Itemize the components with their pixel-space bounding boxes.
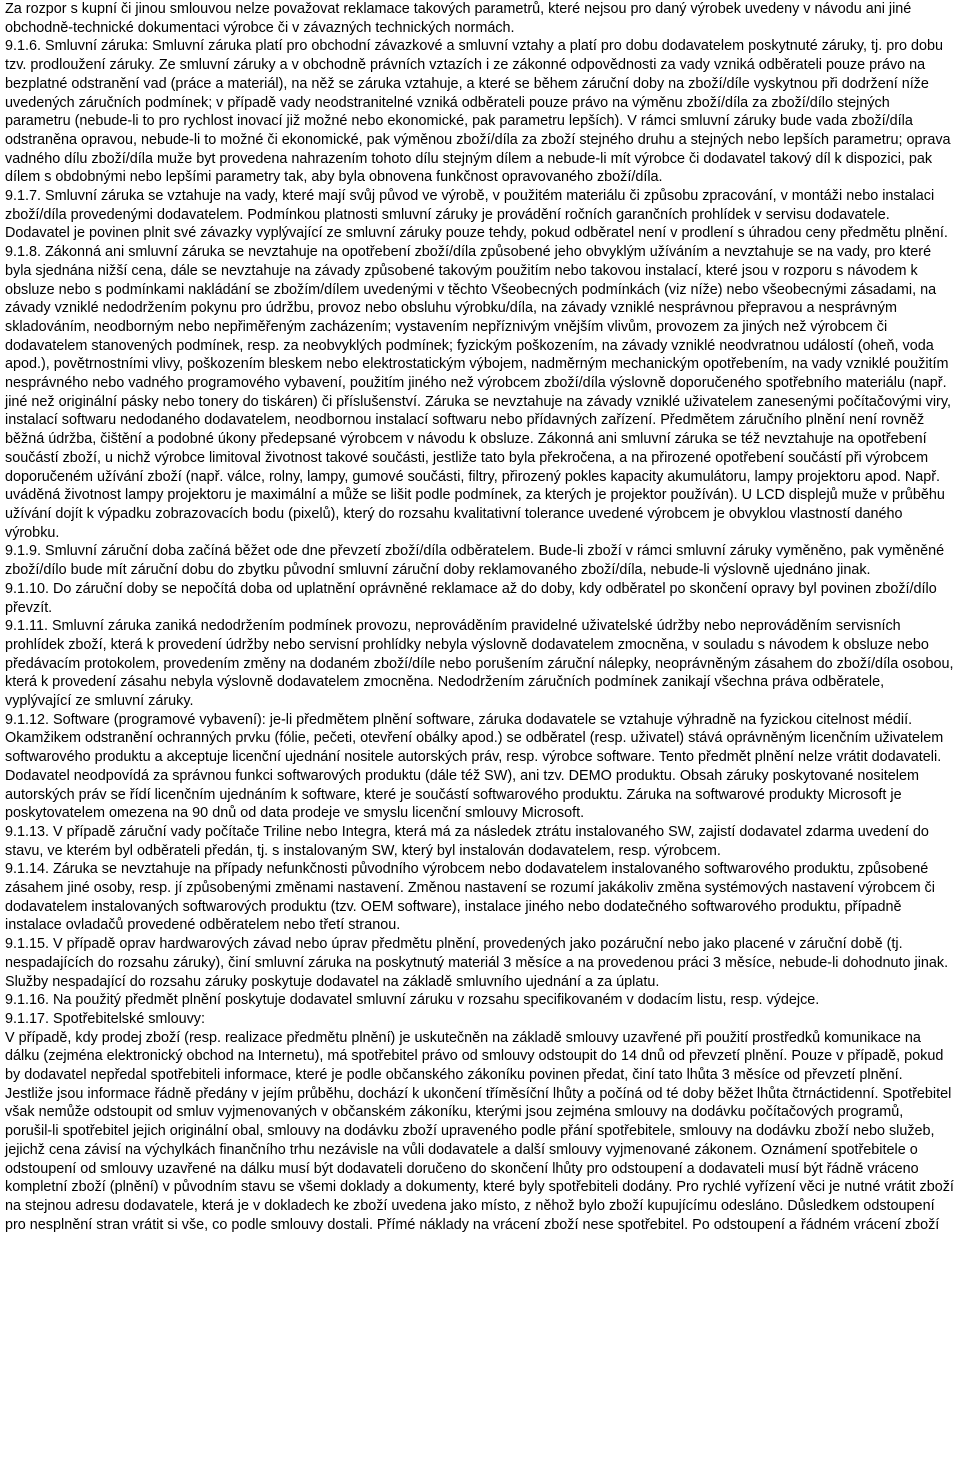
- consumer-contracts-paragraph: V případě, kdy prodej zboží (resp. realizace předmětu plnění) je uskutečněn na základě smlouvy uzavřené při použití prostředků komunikace na dálku (zejména elektronický obchod na Internetu), má spotřebitel právo od smlouvy odstoupit do 14 dnů od převzetí plnění. Pouze v případě, pokud by dodavatel nepředal spotřebiteli informace, které je podle občanského zákoníku povinen předat, činí tato lhůta 3 měsíce od převzetí plnění. Jestliže jsou informace řádně předány v jejím průběhu, dochází k ukončení tříměsíční lhůty a počíná od té doby běžet lhůta čtrnáctidenní. Spotřebitel však nemůže odstoupit od smluv vyjmenovaných v občanském zákoníku, kterými jsou zejména smlouvy na dodávku počítačových programů, porušil-li spotřebitel jejich originální obal, smlouvy na dodávku zboží upraveného podle přání spotřebitele, smlouvy na dodávku zboží nebo služeb, jejichž cena závisí na výchylkách finančního trhu nezávisle na vůli dodavatele a další smlouvy vyjmenované zákonem. Oznámení spotřebitele o odstoupení od smlouvy uzavřené na dálku musí být dodavateli doručeno do skončení lhůty pro odstoupení a dodavateli musí být řádně vráceno kompletní zboží (plnění) v původním stavu se všemi doklady a dokumenty, které byly spotřebiteli dodány. Pro rychlé vyřízení věci je nutné vrátit zboží na stejnou adresu dodavatele, která je v dokladech ke zboží uvedena jako místo, z něhož bylo zboží kupujícímu odesláno. Důsledkem odstoupení pro nesplnění stran vrátit si vše, co podle smlouvy dostali. Přímé náklady na vrácení zboží nese spotřebitel. Po odstoupení a řádném vrácení zboží: [5, 1029, 954, 1233]
- clause-9-1-9: 9.1.9. Smluvní záruční doba začíná běžet ode dne převzetí zboží/díla odběratelem. Bude-li zboží v rámci smluvní záruky vyměněno, pak vyměněné zboží/dílo bude mít záruční dobu do zbytku původní smluvní záruční doby reklamovaného zboží/díla, nebude-li výslovně ujednáno jinak.: [5, 543, 945, 579]
- clause-9-1-13: 9.1.13. V případě záruční vady počítače Triline nebo Integra, která má za následek ztrátu instalovaného SW, zajistí dodavatel zdarma uvedení do stavu, ve kterém byl odběrateli předán, tj. s instalovaným SW, který byl instalován dodavatelem, resp. výrobcem.: [5, 823, 929, 859]
- clause-9-1-11: 9.1.11. Smluvní záruka zaniká nedodržením podmínek provozu, neprováděním pravidelné uživatelské údržby nebo neprováděním servisních prohlídek zboží, která k provedení údržby nebo servisní prohlídky nebyla výslovně dodavatelem zmocněna, v souladu s návodem k obsluze nebo předávacím protokolem, provedením změny na dodaném zboží/díle nebo porušením záruční nálepky, neoprávněným zásahem do zboží/díla osobou, která k provedení zásahu nebyla výslovně dodavatelem zmocněna. Nedodržením záručních podmínek zanikají všechna práva odběratele, vyplývající ze smluvní záruky.: [5, 618, 954, 710]
- clause-9-1-15: 9.1.15. V případě oprav hardwarových závad nebo úprav předmětu plnění, provedených jako pozáruční nebo jako placené v záruční době (tj. nespadajících do rozsahu záruky), činí smluvní záruka na poskytnutý materiál 3 měsíce a na provedenou práci 3 měsíce, nebude-li dohodnuto jinak. Služby nespadající do rozsahu záruky poskytuje dodavatel na základě smluvního ujednání a za úplatu.: [5, 936, 949, 990]
- clause-9-1-17-heading: 9.1.17. Spotřebitelské smlouvy:: [5, 1010, 205, 1027]
- clause-9-1-16: 9.1.16. Na použitý předmět plnění poskytuje dodavatel smluvní záruku v rozsahu specifikovaném v dodacím listu, resp. výdejce.: [5, 992, 820, 1009]
- clause-9-1-14: 9.1.14. Záruka se nevztahuje na případy nefunkčnosti původního výrobcem nebo dodavatelem instalovaného softwarového produktu, způsobené zásahem jiné osoby, resp. jí způsobenými změnami nastavení. Změnou nastavení se rozumí jakákoliv změna systémových nastavení výrobcem či dodavatelem instalovaných softwarových produktu (tzv. OEM software), instalace jiného nebo dodatečného softwarového produktu, případně instalace ovladačů provedené odběratelem nebo třetí stranou.: [5, 861, 935, 934]
- clause-9-1-7: 9.1.7. Smluvní záruka se vztahuje na vady, které mají svůj původ ve výrobě, v použitém materiálu či způsobu zpracování, v montáži nebo instalaci zboží/díla provedenými dodavatelem. Podmínkou platnosti smluvní záruky je provádění ročních garančních prohlídek v servisu dodavatele. Dodavatel je povinen plnit své závazky vyplývající ze smluvní záruky pouze tehdy, pokud odběratel není v prodlení s úhradou ceny předmětu plnění.: [5, 188, 948, 242]
- clause-9-1-6: 9.1.6. Smluvní záruka: Smluvní záruka platí pro obchodní závazkové a smluvní vztahy a platí pro dobu dodavatelem poskytnuté záruky, tj. pro dobu tzv. prodloužení záruky. Ze smluvní záruky a v obchodně právních vztazích i ze zákonné odpovědnosti za vady vzniká odběrateli pouze právo na bezplatné odstranění vad (práce a materiál), na něž se záruka vztahuje, a které se během záruční doby na zboží/díle vyskytnou při dodržení níže uvedených záručních podmínek; v případě vady neodstranitelné vzniká odběrateli pouze právo na výměnu zboží/díla za zboží/dílo stejných parametru (nebude-li to pro rychlost inovací již možné nebo ekonomické, pak parametru lepších). V rámci smluvní záruky bude vada zboží/díla odstraněna opravou, nebude-li to možné či ekonomické, pak výměnou zboží/díla za zboží stejného druhu a stejných nebo lepších parametru; oprava vadného dílu zboží/díla muže byt provedena nahrazením tohoto dílu stejným dílem a nebude-li mít výrobce či dodavatel takový díl k dispozici, pak dílem s obdobnými nebo lepšími parametry tak, aby byla obnovena funkčnost opravovaného zboží/díla.: [5, 38, 951, 186]
- clause-9-1-10: 9.1.10. Do záruční doby se nepočítá doba od uplatnění oprávněné reklamace až do doby, kdy odběratel po skončení opravy byl povinen zboží/dílo převzít.: [5, 580, 937, 616]
- clause-9-1-12: 9.1.12. Software (programové vybavení): je-li předmětem plnění software, záruka dodavatele se vztahuje výhradně na fyzickou citelnost médií. Okamžikem odstranění ochranných prvku (fólie, pečeti, otevření obálky apod.) se odběratel (resp. uživatel) stává oprávněným licenčním uživatelem softwarového produktu a akceptuje licenční ujednání nositele autorských práv, resp. výrobce software. Tento předmět plnění nelze vrátit dodavateli. Dodavatel neodpovídá za správnou funkci softwarových produktu (dále též SW), ani tzv. DEMO produktu. Obsah záruky poskytované nositelem autorských práv se řídí licenčním ujednáním k software, které je součástí softwarového produktu. Záruka na softwarové produkty Microsoft je poskytovatelem omezena na 90 dnů od data prodeje ve smyslu licenční smlouvy Microsoft.: [5, 711, 944, 822]
- intro-paragraph: Za rozpor s kupní či jinou smlouvou nelze považovat reklamace takových parametrů, které nejsou pro daný výrobek uvedeny v návodu ani jiné obchodně-technické dokumentaci výrobce či v závazných technických normách.: [5, 1, 912, 36]
- clause-9-1-8: 9.1.8. Zákonná ani smluvní záruka se nevztahuje na opotřebení zboží/díla způsobené jeho obvyklým užíváním a nevztahuje se na vady, pro které byla sjednána nižší cena, dále se nevztahuje na závady způsobené takovým použitím nebo takovou instalací, které jsou v rozporu s návodem k obsluze nebo s podmínkami nakládání se zbožím/dílem uvedenými v těchto Všeobecných podmínkách (viz níže) nebo všeobecnými zásadami, na závady vzniklé nedodržením pokynu pro údržbu, provoz nebo obsluhu výrobku/díla, na závady vzniklé nesprávnou přepravou a nesprávným skladováním, neodborným nebo nepřiměřeným zacházením; vystavením nepříznivým vnějším vlivům, provozem za jiných než výrobcem či dodavatelem stanovených podmínek, resp. za neobvyklých podmínek; fyzickým poškozením, na závady vzniklé neodvratnou událostí (oheň, voda apod.), povětrnostními vlivy, poškozením bleskem nebo elektrostatickým výbojem, nadměrným mechanickým opotřebením, na vady vzniklé použitím nesprávného nebo vadného programového vybavení, použitím jiného než výrobcem zboží/díla výslovně doporučeného spotřebního materiálu (např. jiné než originální pásky nebo tonery do tiskáren) či příslušenství. Záruka se nevztahuje na závady vzniklé uživatelem zanesenými počítačovými viry, instalací softwaru nedodaného dodavatelem, neodbornou instalací softwaru nebo přídavných zařízení. Předmětem záručního plnění není rovněž běžná údržba, čištění a podobné úkony předepsané výrobcem v návodu k obsluze. Zákonná ani smluvní záruka se též nevztahuje na opotřebení součástí zboží, u nichž výrobce limitoval životnost takové součásti, jestliže tato byla překročena, a na přirozené opotřebení součástí při výrobcem doporučeném užívání zboží (např. válce, rolny, lampy, gumové součásti, filtry, přirozený pokles kapacity akumulátoru, lampy projektoru apod. Např. uváděná životnost lampy projektoru je maximální a může se lišit podle podmínek, za kterých je projektor používán). U LCD displejů muže v průběhu užívání dojít k výpadku zobrazovacích bodu (pixelů), který do rozsahu kvalitativní tolerance uvedené výrobcem je obvyklou vlastností daného výrobku.: [5, 244, 951, 541]
